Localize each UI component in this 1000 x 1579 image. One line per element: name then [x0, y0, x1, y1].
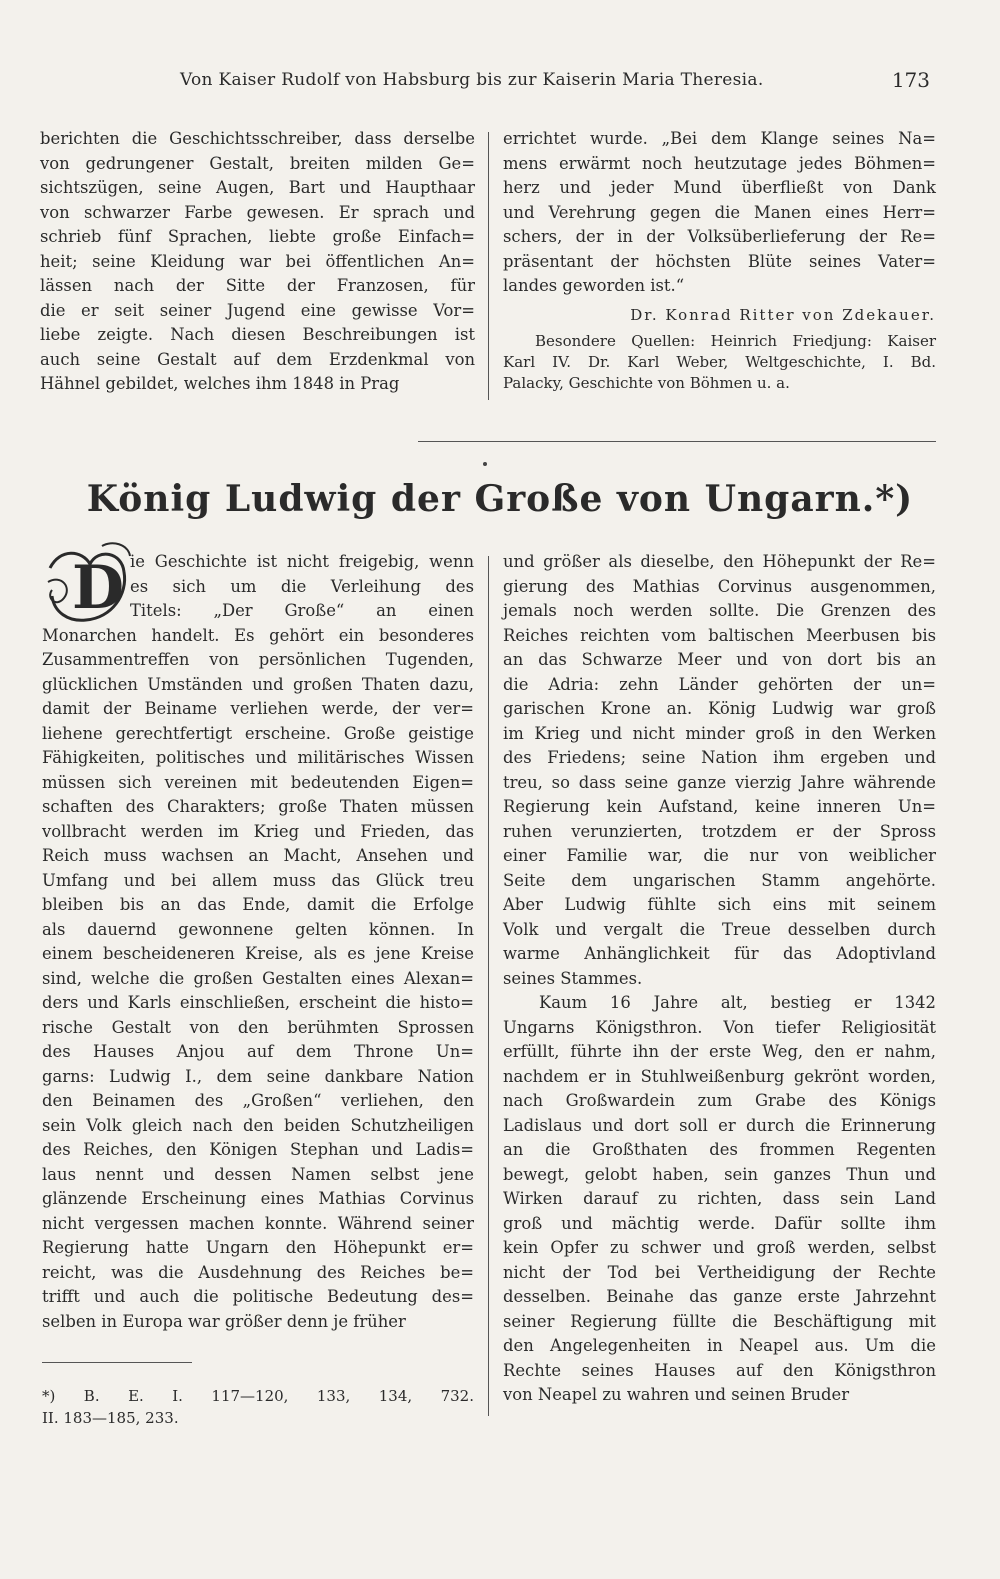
text-line: Aber Ludwig fühlte sich eins mit seinem: [503, 895, 936, 914]
text-line: und größer als dieselbe, den Höhepunkt der Re=: [503, 552, 936, 571]
text-line: des Reiches, den Königen Stephan und Ladis=: [42, 1140, 474, 1159]
text-line: lässen nach der Sitte der Franzosen, für: [40, 276, 475, 295]
text-line: ruhen verunzierten, trotzdem er der Spross: [503, 821, 936, 841]
text-line: einer Familie war, die nur von weiblicher: [503, 846, 936, 865]
text-line: berichten die Geschichtsschreiber, dass derselbe: [40, 129, 475, 148]
lower-right-column: [503, 550, 936, 1408]
sources-line: Karl IV. Dr. Karl Weber, Weltgeschichte, I. Bd.: [503, 353, 936, 371]
dropcap-letter: D: [72, 553, 125, 623]
text-line: rische Gestalt von den berühmten Sprossen: [42, 1017, 474, 1037]
quote-line: herz und jeder Mund überfließt von Dank: [503, 178, 936, 197]
text-line: schaften des Charakters; große Thaten müssen: [42, 797, 474, 816]
footnote: [42, 1385, 474, 1429]
text-line: müssen sich vereinen mit bedeutenden Eigen=: [42, 772, 474, 792]
text-line: Wirken darauf zu richten, dass sein Land: [503, 1189, 936, 1208]
quote-text: [503, 127, 936, 299]
sources-note: [503, 331, 936, 394]
text-line: den Angelegenheiten in Neapel aus. Um die: [503, 1336, 936, 1355]
text-line: bleiben bis an das Ende, damit die Erfolge: [42, 895, 474, 914]
text-line: Ladislaus und dort soll er durch die Erinnerung: [503, 1115, 936, 1135]
text-line: laus nennt und dessen Namen selbst jene: [42, 1164, 474, 1184]
text-line: selben in Europa war größer denn je früher: [42, 1311, 406, 1331]
text-line: Rechte seines Hauses auf den Königsthron: [503, 1360, 936, 1380]
text-line: heit; seine Kleidung war bei öffentlichen An=: [40, 251, 475, 271]
text-line: des Friedens; seine Nation ihm ergeben und: [503, 748, 936, 767]
text-line: garischen Krone an. König Ludwig war groß: [503, 699, 936, 718]
text-line: damit der Beiname verliehen werde, der ver=: [42, 699, 474, 718]
text-line: glücklichen Umständen und großen Thaten dazu,: [42, 674, 474, 694]
text-line: schrieb fünf Sprachen, liebte große Einfach=: [40, 227, 475, 246]
footnote-divider: [42, 1362, 192, 1363]
text-line: die er seit seiner Jugend eine gewisse Vor=: [40, 300, 475, 320]
text-line: nachdem er in Stuhlweißenburg gekrönt worden,: [503, 1066, 936, 1086]
text-line: bewegt, gelobt haben, sein ganzes Thun und: [503, 1164, 936, 1184]
text-line: jemals noch werden sollte. Die Grenzen des: [503, 601, 936, 620]
text-line: Regierung kein Aufstand, keine inneren Un=: [503, 797, 936, 816]
text-line: Titels: „Der Große“ an einen: [130, 601, 474, 620]
column-divider-upper: [488, 132, 489, 400]
text-line: Reich muss wachsen an Macht, Ansehen und: [42, 846, 474, 865]
text-line: Seite dem ungarischen Stamm angehörte.: [503, 870, 936, 890]
article-heading: König Ludwig der Große von Ungarn.*): [86, 478, 914, 520]
text-line: erfüllt, führte ihn der erste Weg, den er nahm,: [503, 1042, 936, 1061]
quote-line: präsentant der höchsten Blüte seines Vater=: [503, 251, 936, 271]
text-line: vollbracht werden im Krieg und Frieden, das: [42, 821, 474, 841]
text-line: von schwarzer Farbe gewesen. Er sprach und: [40, 202, 475, 222]
upper-right-column: [503, 127, 936, 394]
text-line: glänzende Erscheinung eines Mathias Corvinus: [42, 1189, 474, 1208]
section-divider: [418, 441, 936, 442]
text-line: Umfang und bei allem muss das Glück treu: [42, 870, 474, 890]
text-line: Volk und vergalt die Treue desselben durch: [503, 919, 936, 939]
text-line: von gedrungener Gestalt, breiten milden Ge=: [40, 153, 475, 173]
running-head: Von Kaiser Rudolf von Habsburg bis zur Kaiserin Maria Theresia.: [180, 70, 764, 90]
sources-line: Besondere Quellen: Heinrich Friedjung: Kaiser: [535, 332, 936, 350]
text-line: reicht, was die Ausdehnung des Reiches be=: [42, 1262, 474, 1282]
text-line: nach Großwardein zum Grabe des Königs: [503, 1091, 936, 1110]
text-line: im Krieg und nicht minder groß in den Werken: [503, 723, 936, 743]
text-line: seiner Regierung füllte die Beschäftigung mit: [503, 1311, 936, 1331]
text-line: einem bescheideneren Kreise, als es jene Kreise: [42, 944, 474, 963]
text-line: den Beinamen des „Großen“ verliehen, den: [42, 1091, 474, 1110]
quote-line: schers, der in der Volksüberlieferung der Re=: [503, 227, 936, 246]
footnote-line: *) B. E. I. 117—120, 133, 134, 732.: [42, 1387, 474, 1405]
text-line: seines Stammes.: [503, 968, 643, 988]
lower-left-column: [42, 550, 474, 1334]
text-line: Hähnel gebildet, welches ihm 1848 in Prag: [40, 374, 400, 393]
text-line: warme Anhänglichkeit für das Adoptivland: [503, 944, 936, 963]
text-line: Monarchen handelt. Es gehört ein besonderes: [42, 625, 474, 645]
text-line: garns: Ludwig I., dem seine dankbare Nation: [42, 1066, 474, 1086]
text-line: groß und mächtig werde. Dafür sollte ihm: [503, 1213, 936, 1233]
upper-left-column: [40, 127, 475, 397]
text-line: desselben. Beinahe das ganze erste Jahrzehnt: [503, 1287, 936, 1306]
text-line: liehene gerechtfertigt erscheine. Große geistige: [42, 723, 474, 743]
text-line: gierung des Mathias Corvinus ausgenommen,: [503, 576, 936, 596]
sources-line: Palacky, Geschichte von Böhmen u. a.: [503, 374, 790, 392]
text-line: kein Opfer zu schwer und groß werden, selbst: [503, 1238, 936, 1257]
quote-line: landes geworden ist.“: [503, 276, 685, 295]
text-line: es sich um die Verleihung des: [130, 576, 474, 596]
column-divider-lower: [488, 556, 489, 1416]
text-line: an das Schwarze Meer und von dort bis an: [503, 650, 936, 669]
text-line: Kaum 16 Jahre alt, bestieg er 1342: [539, 993, 936, 1012]
text-line: Regierung hatte Ungarn den Höhepunkt er=: [42, 1238, 474, 1257]
text-line: sichtszügen, seine Augen, Bart und Haupthaar: [40, 178, 475, 197]
quote-line: mens erwärmt noch heutzutage jedes Böhmen=: [503, 153, 936, 173]
text-line: auch seine Gestalt auf dem Erzdenkmal von: [40, 349, 475, 369]
text-line: als dauernd gewonnene gelten können. In: [42, 919, 474, 939]
text-line: Fähigkeiten, politisches und militärisches Wissen: [42, 748, 474, 767]
text-line: nicht der Tod bei Vertheidigung der Rechte: [503, 1262, 936, 1282]
text-line: sind, welche die großen Gestalten eines Alexan=: [42, 968, 474, 988]
signature: Dr. Konrad Ritter von Zdekauer.: [630, 305, 936, 324]
text-line: ie Geschichte ist nicht freigebig, wenn: [130, 552, 474, 571]
footnote-line: II. 183—185, 233.: [42, 1409, 179, 1427]
text-line: des Hauses Anjou auf dem Throne Un=: [42, 1042, 474, 1061]
text-line: ders und Karls einschließen, erscheint die histo=: [42, 993, 474, 1012]
text-line: treu, so dass seine ganze vierzig Jahre währende: [503, 772, 936, 792]
text-line: trifft und auch die politische Bedeutung des=: [42, 1287, 474, 1306]
text-line: liebe zeigte. Nach diesen Beschreibungen ist: [40, 325, 475, 344]
quote-line: errichtet wurde. „Bei dem Klange seines Na=: [503, 129, 936, 148]
text-line: Ungarns Königsthron. Von tiefer Religiosität: [503, 1017, 936, 1037]
text-line: nicht vergessen machen konnte. Während seiner: [42, 1213, 474, 1233]
text-line: Reiches reichten vom baltischen Meerbusen bis: [503, 625, 936, 645]
text-line: an die Großthaten des frommen Regenten: [503, 1140, 936, 1159]
text-line: von Neapel zu wahren und seinen Bruder: [503, 1385, 850, 1404]
ornament-dot: [483, 462, 487, 466]
text-line: Zusammentreffen von persönlichen Tugenden,: [42, 650, 474, 669]
text-line: sein Volk gleich nach den beiden Schutzheiligen: [42, 1115, 474, 1135]
page-number: 173: [891, 68, 930, 92]
text-line: die Adria: zehn Länder gehörten der un=: [503, 674, 936, 694]
quote-line: und Verehrung gegen die Manen eines Herr=: [503, 202, 936, 222]
